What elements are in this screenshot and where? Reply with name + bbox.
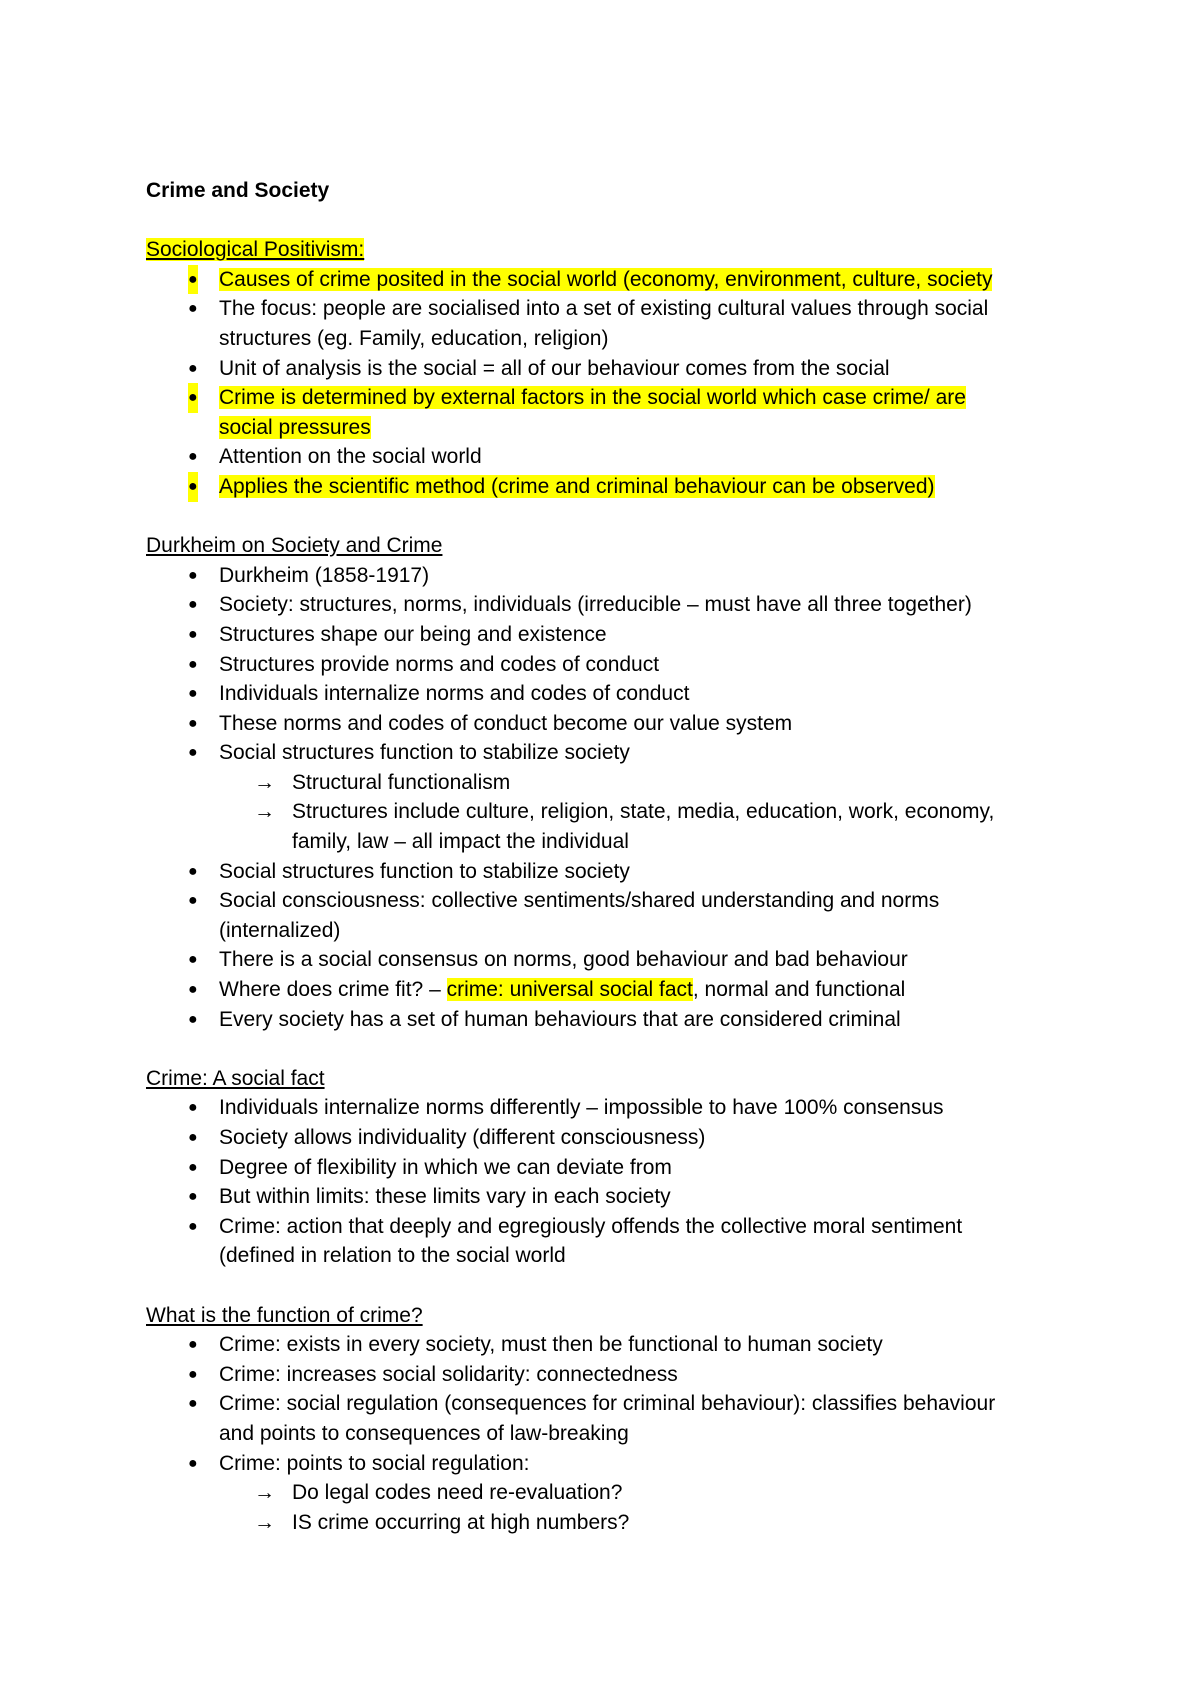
sub-bullet-item <box>146 768 1066 798</box>
item-text: Attention on the social world <box>219 445 482 469</box>
item-text: Where does crime fit? – <box>219 978 447 1002</box>
bullet-item <box>146 1330 1066 1360</box>
bullet-item <box>146 650 1066 680</box>
item-text: Every society has a set of human behaviours that are considered criminal <box>219 1007 901 1031</box>
highlighted-text: Crime is determined by external factors in the social world which case crime/ are <box>219 386 966 410</box>
section-heading: Durkheim on Society and Crime <box>146 534 443 558</box>
item-text: There is a social consensus on norms, good behaviour and bad behaviour <box>219 948 908 972</box>
arrow-right-icon: → <box>254 1510 275 1534</box>
item-text: Crime: action that deeply and egregiously offends the collective moral sentiment <box>219 1214 963 1238</box>
arrow-right-icon: → <box>254 1481 275 1505</box>
item-text: Crime: social regulation (consequences for criminal behaviour): classifies behaviour <box>219 1392 996 1416</box>
bullet-item <box>146 1360 1066 1390</box>
item-text: The focus: people are socialised into a set of existing cultural values through social <box>219 297 989 321</box>
bullet-continuation <box>146 1241 1066 1271</box>
blank-line <box>146 1034 1066 1064</box>
bullet-icon: ● <box>188 714 198 732</box>
section-heading: What is the function of crime? <box>146 1303 423 1327</box>
document-title: Crime and Society <box>146 179 330 202</box>
bullet-item <box>146 1182 1066 1212</box>
item-text: Structural functionalism <box>292 770 511 794</box>
bullet-icon: ● <box>188 472 198 502</box>
bullet-icon: ● <box>188 862 198 880</box>
bullet-icon: ● <box>188 1158 198 1176</box>
bullet-icon: ● <box>188 685 198 703</box>
bullet-icon: ● <box>188 1336 198 1354</box>
bullet-icon: ● <box>188 566 198 584</box>
bullet-item <box>146 1123 1066 1153</box>
bullet-item <box>146 679 1066 709</box>
bullet-item <box>146 1389 1066 1419</box>
highlighted-text: Causes of crime posited in the social world (economy, environment, culture, society <box>219 267 993 291</box>
blank-line <box>146 502 1066 532</box>
item-text: Unit of analysis is the social = all of our behaviour comes from the social <box>219 356 890 380</box>
highlighted-heading-text: Sociological Positivism: <box>146 238 365 262</box>
item-text: Do legal codes need re-evaluation? <box>292 1481 623 1505</box>
item-text: Society: structures, norms, individuals (irreducible – must have all three together) <box>219 593 972 617</box>
sub-bullet-item <box>146 1508 1066 1538</box>
item-text: Crime: points to social regulation: <box>219 1451 530 1475</box>
bullet-item <box>146 1449 1066 1479</box>
bullet-continuation <box>146 413 1066 443</box>
item-text: These norms and codes of conduct become our value system <box>219 711 793 735</box>
bullet-icon: ● <box>188 1454 198 1472</box>
item-text: and points to consequences of law-breaking <box>219 1421 629 1445</box>
bullet-icon: ● <box>188 1395 198 1413</box>
item-text: family, law – all impact the individual <box>292 830 629 854</box>
bullet-icon: ● <box>188 300 198 318</box>
bullet-item <box>146 354 1066 384</box>
item-text: Individuals internalize norms differently – impossible to have 100% consensus <box>219 1096 944 1120</box>
bullet-icon: ● <box>188 1129 198 1146</box>
item-text: IS crime occurring at high numbers? <box>292 1510 630 1534</box>
bullet-icon: ● <box>188 655 198 673</box>
item-text: Individuals internalize norms and codes of conduct <box>219 682 690 706</box>
bullet-item <box>146 442 1066 472</box>
sub-bullet-item <box>146 1478 1066 1508</box>
bullet-item <box>146 561 1066 591</box>
bullet-icon: ● <box>188 1188 198 1206</box>
bullet-item <box>146 590 1066 620</box>
item-text: (internalized) <box>219 918 341 942</box>
bullet-item <box>146 1153 1066 1183</box>
bullet-icon: ● <box>188 892 198 910</box>
item-text: Structures provide norms and codes of conduct <box>219 652 660 676</box>
bullet-icon: ● <box>188 1099 198 1117</box>
bullet-icon: ● <box>188 625 198 643</box>
bullet-icon: ● <box>188 448 198 466</box>
item-text: Social consciousness: collective sentiments/shared understanding and norms <box>219 889 940 913</box>
bullet-icon: ● <box>188 744 198 762</box>
blank-line <box>146 1271 1066 1301</box>
arrow-right-icon: → <box>254 800 275 824</box>
bullet-item <box>146 1212 1066 1242</box>
bullet-icon: ● <box>188 981 198 999</box>
item-text: Crime: increases social solidarity: connectedness <box>219 1362 678 1386</box>
item-text: Social structures function to stabilize society <box>219 859 630 883</box>
blank-line <box>146 206 1066 236</box>
bullet-continuation <box>146 916 1066 946</box>
bullet-icon: ● <box>188 596 198 614</box>
item-text: Crime: exists in every society, must then be functional to human society <box>219 1333 883 1357</box>
bullet-icon: ● <box>188 951 198 969</box>
bullet-item <box>146 265 1066 295</box>
item-text: Society allows individuality (different consciousness) <box>219 1126 706 1149</box>
bullet-icon: ● <box>188 1217 198 1235</box>
highlighted-text: crime: universal social fact <box>446 978 693 1002</box>
bullet-icon: ● <box>188 359 198 377</box>
bullet-item <box>146 709 1066 739</box>
item-text: Degree of flexibility in which we can deviate from <box>219 1155 672 1179</box>
bullet-icon: ● <box>188 383 198 413</box>
section-heading <box>146 235 1066 265</box>
bullet-item <box>146 294 1066 324</box>
bullet-item <box>146 975 1066 1005</box>
bullet-item <box>146 857 1066 887</box>
bullet-item <box>146 1005 1066 1035</box>
highlighted-text: Applies the scientific method (crime and criminal behaviour can be observed) <box>219 474 935 498</box>
bullet-continuation <box>146 324 1066 354</box>
item-text: But within limits: these limits vary in each society <box>219 1185 671 1209</box>
highlighted-text: social pressures <box>219 415 371 439</box>
bullet-item <box>146 383 1066 413</box>
item-text: Structures include culture, religion, state, media, education, work, economy, <box>292 800 995 824</box>
item-text: Durkheim (1858-1917) <box>219 563 430 587</box>
item-text: (defined in relation to the social world <box>219 1244 566 1268</box>
bullet-item <box>146 472 1066 502</box>
item-text: Social structures function to stabilize society <box>219 741 630 765</box>
bullet-item <box>146 945 1066 975</box>
item-text: , normal and functional <box>692 978 906 1002</box>
document-body <box>146 176 1066 1537</box>
item-text: structures (eg. Family, education, religion) <box>219 326 609 350</box>
bullet-item <box>146 620 1066 650</box>
bullet-item <box>146 738 1066 768</box>
bullet-item <box>146 886 1066 916</box>
bullet-icon: ● <box>188 1010 198 1028</box>
bullet-icon: ● <box>188 1365 198 1383</box>
sub-bullet-continuation <box>146 827 1066 857</box>
bullet-icon: ● <box>188 265 198 295</box>
item-text: Structures shape our being and existence <box>219 622 607 646</box>
bullet-continuation <box>146 1419 1066 1449</box>
section-heading: Crime: A social fact <box>146 1066 325 1090</box>
bullet-item <box>146 1093 1066 1123</box>
arrow-right-icon: → <box>254 770 275 794</box>
sub-bullet-item <box>146 797 1066 827</box>
